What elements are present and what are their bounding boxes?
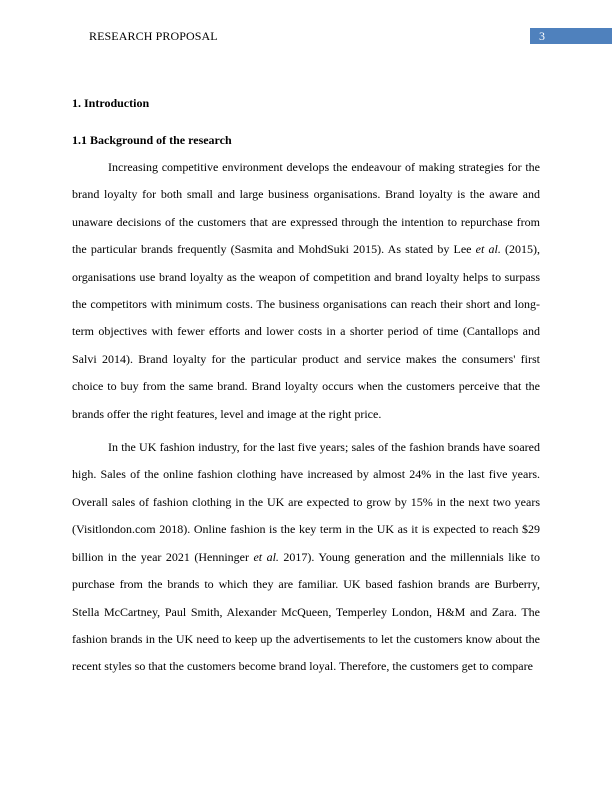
- paragraph-2-etal: et al.: [253, 549, 279, 564]
- paragraph-1-text-a: Increasing competitive environment develops the endeavour of making strategies for the brand loyalty for both small and large business organisations. Brand loyalty is the aware and unaware decisions of the customers that are expressed through the intention to repurchase from the particular brands frequently (Sasmita and MohdSuki 2015). As stated by Lee: [72, 160, 540, 257]
- page-number: 3: [539, 29, 545, 43]
- page-header: [0, 28, 612, 44]
- paragraph-1-text-b: (2015), organisations use brand loyalty as the weapon of competition and brand loyalty helps to surpass the competitors with minimum costs. The business organisations can reach their short and long-term objectives with fewer efforts and lower costs in a shorter period of time (Cantallops and Salvi 2014). Brand loyalty for the particular product and service makes the consumers' first choice to buy from the same brand. Brand loyalty occurs when the customers perceive that the brands offer the right features, level and image at the right price.: [72, 242, 540, 421]
- document-body: [72, 95, 540, 681]
- paragraph-2-text-b: 2017). Young generation and the millennials like to purchase from the brands to which they are familiar. UK based fashion brands are Burberry, Stella McCartney, Paul Smith, Alexander McQueen, Temperley London, H&M and Zara. The fashion brands in the UK need to keep up the advertisements to let the customers know about the recent styles so that the customers become brand loyal. Therefore, the customers get to compare: [72, 549, 540, 674]
- paragraph-1: [72, 154, 540, 428]
- page-number-badge: [530, 28, 612, 44]
- paragraph-2-text-a: In the UK fashion industry, for the last five years; sales of the fashion brands have soared high. Sales of the online fashion clothing have increased by almost 24% in the last five years. Overall sales of fashion clothing in the UK are expected to grow by 15% in the next two years (Visitlondon.com 2018). Online fashion is the key term in the UK as it is expected to reach $29 billion in the year 2021 (Henninger: [72, 440, 540, 564]
- paragraph-2: [72, 434, 540, 681]
- running-head: RESEARCH PROPOSAL: [89, 29, 218, 43]
- paragraph-1-etal: et al.: [475, 242, 501, 257]
- section-heading: 1. Introduction: [72, 96, 150, 110]
- subsection-heading: 1.1 Background of the research: [72, 133, 232, 147]
